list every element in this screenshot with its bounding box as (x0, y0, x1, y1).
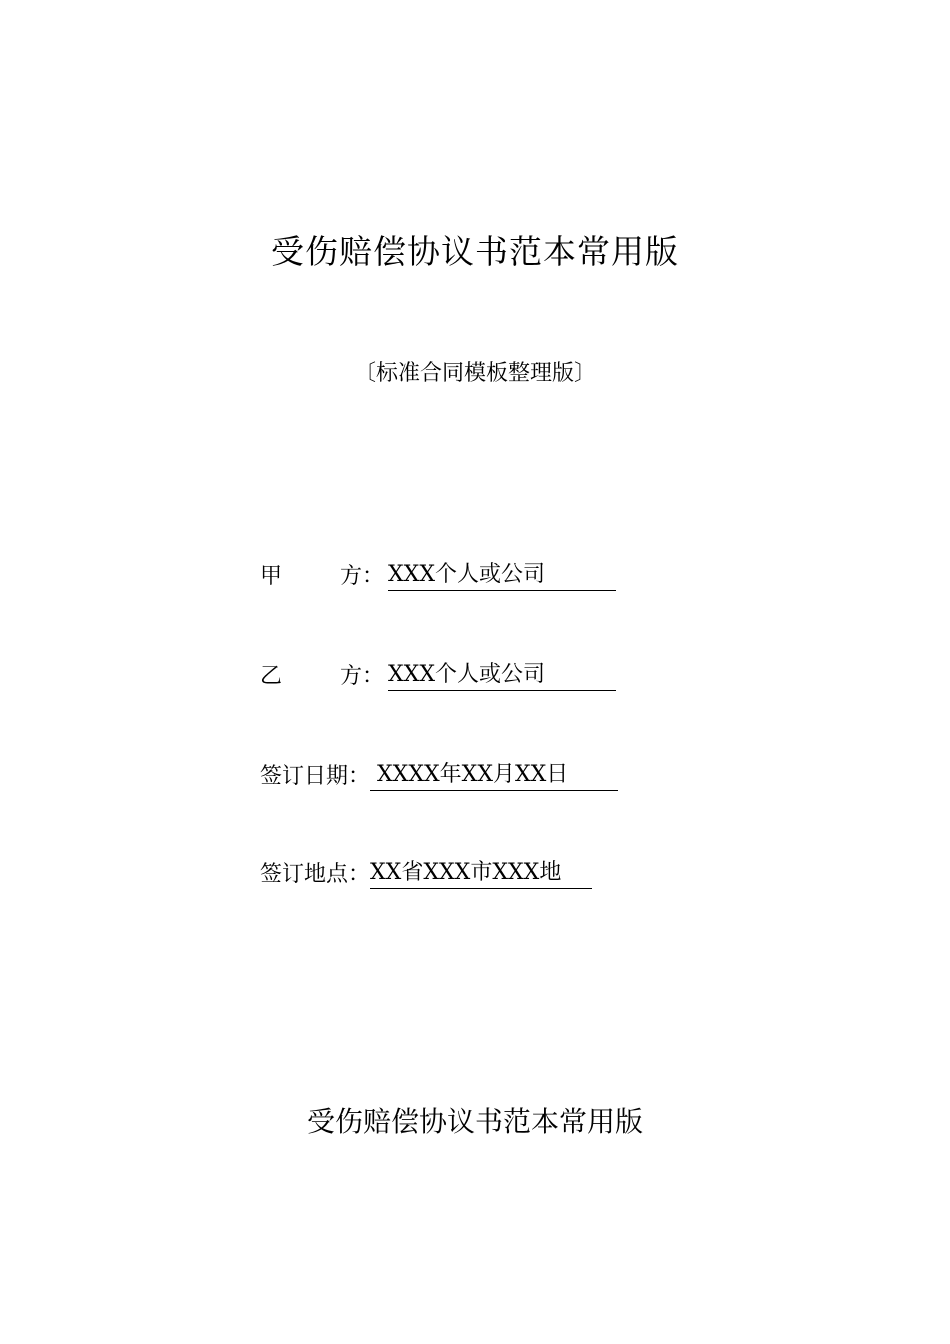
party-b-label-last: 方： (340, 664, 385, 689)
sign-date-field (260, 760, 618, 794)
party-b-field (260, 660, 616, 694)
document-subtitle: 〔标准合同模板整理版〕 (353, 361, 596, 386)
sign-place-field (260, 858, 592, 892)
sign-date-label: 签订日期： (260, 764, 371, 789)
sign-place-label: 签订地点： (260, 862, 371, 887)
party-a-field (260, 560, 616, 594)
party-a-value: XXX个人或公司 (388, 560, 616, 591)
party-a-label-first: 甲 (260, 564, 283, 589)
party-b-value: XXX个人或公司 (388, 660, 616, 691)
footer-title: 受伤赔偿协议书范本常用版 (306, 1105, 643, 1138)
party-b-label (260, 660, 388, 694)
sign-date-value: XXXX年XX月XX日 (370, 760, 618, 791)
party-a-label (260, 560, 388, 594)
document-title: 受伤赔偿协议书范本常用版 (271, 232, 679, 271)
party-b-label-first: 乙 (260, 664, 283, 689)
sign-place-value: XX省XXX市XXX地 (370, 858, 592, 889)
party-a-label-last: 方： (340, 564, 385, 589)
